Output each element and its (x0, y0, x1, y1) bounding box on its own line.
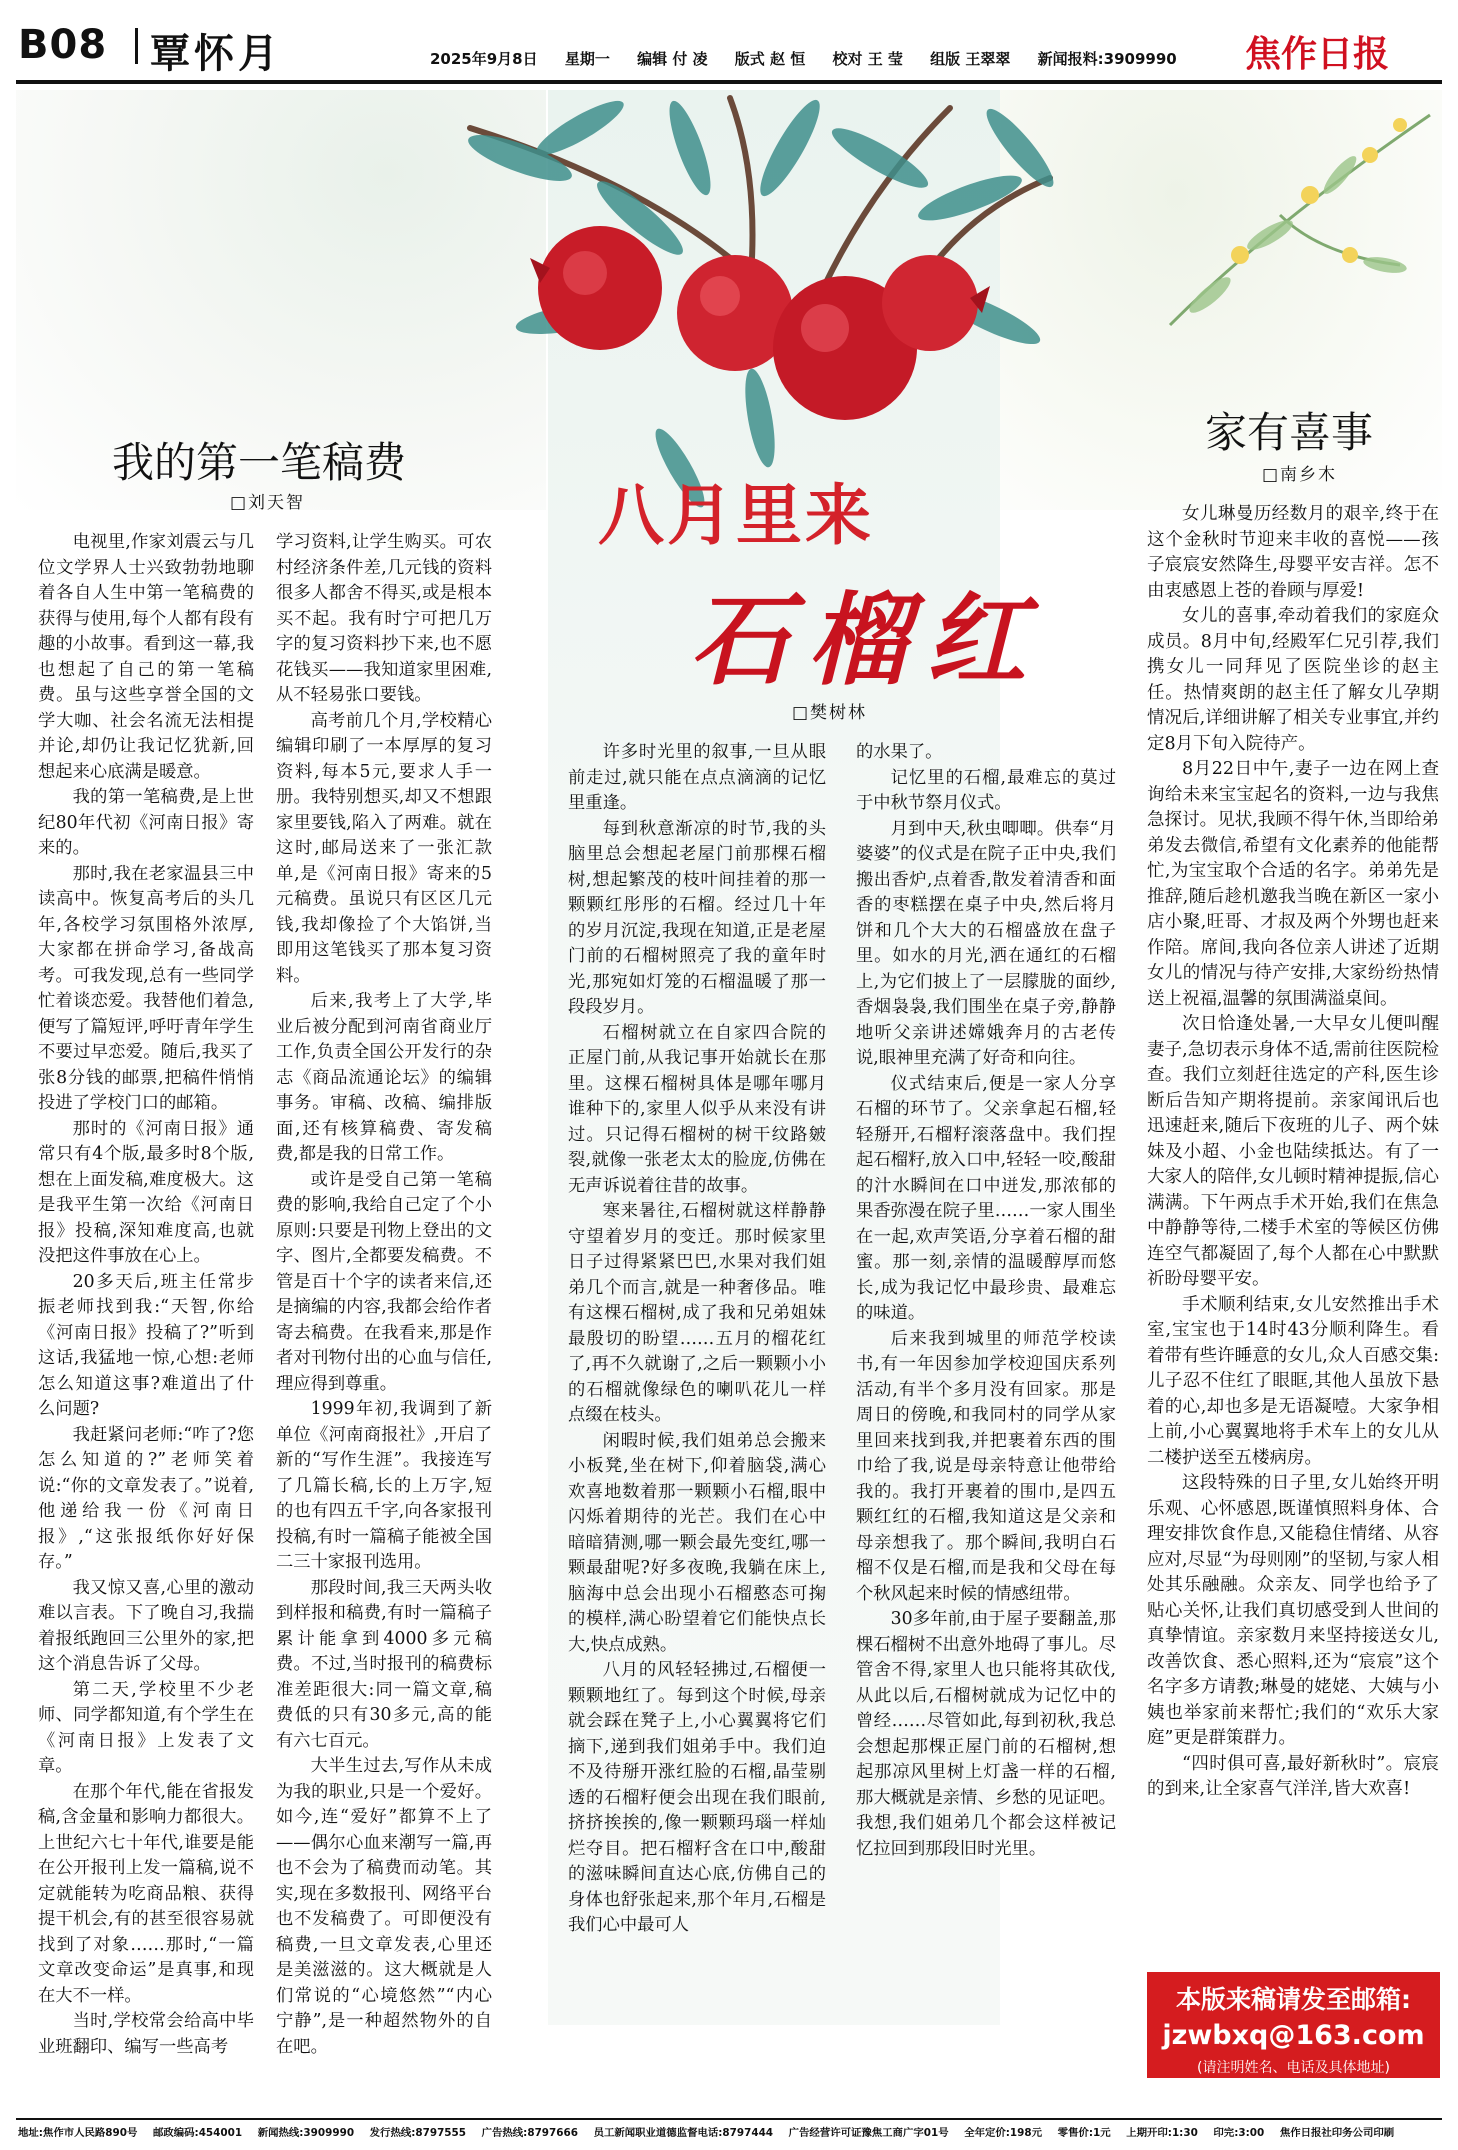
footer-dist-hotline: 发行热线:8797555 (369, 2127, 466, 2139)
footer-annual-price: 全年定价:198元 (964, 2127, 1043, 2139)
header-rule (16, 80, 1442, 84)
paragraph: 8月22日中午,妻子一边在网上查询给未来宝宝起名的资料,一边与我焦急探讨。见状,我顾不得午休,当即给弟弟发去微信,希望有文化素养的他能帮忙,为宝宝取个合适的名字。弟弟先是推辞,随后趁机邀我当晚在新区一家小店小聚,旺哥、才叔及两个外甥也赶来作陪。席间,我向各位亲人讲述了近期女儿的情况与待产安排,大家纷纷热情送上祝福,温馨的氛围满溢桌间。 (1147, 759, 1439, 1009)
article-left-col2 (276, 530, 492, 2060)
issue-date: 2025年9月8日 (430, 50, 538, 68)
footer-rule (16, 2118, 1442, 2120)
article-title-middle-line2: 石榴红 (690, 581, 1044, 699)
paragraph: 次日恰逢处暑,一大早女儿便叫醒妻子,急切表示身体不适,需前往医院检查。我们立刻赶往选定的产科,医生诊断后告知产期将提前。亲家闻讯后也迅速赶来,随后下夜班的儿子、两个妹妹及小超、小金也陆续抵达。有了一大家人的陪伴,女儿顿时精神提振,信心满满。下午两点手术开始,我们在焦急中静静等待,二楼手术室的等候区仿佛连空气都凝固了,每个人都在心中默默祈盼母婴平安。 (1147, 1014, 1439, 1289)
page-number: B08 (18, 22, 108, 68)
page-header (0, 0, 1458, 80)
footer-printer: 焦作日报社印务公司印刷 (1279, 2127, 1395, 2139)
article-left-col1 (38, 530, 254, 2060)
submission-box (1147, 1972, 1440, 2078)
paragraph: 我的第一笔稿费,是上世纪80年代初《河南日报》寄来的。 (38, 787, 254, 858)
article-right-col (1147, 502, 1439, 1803)
byline-right: □南乡木 (1262, 465, 1338, 485)
paragraph: 那段时间,我三天两头收到样报和稿费,有时一篇稿子累计能拿到4000多元稿费。不过,当时报刊的稿费标准差距很大:同一篇文章,稿费低的只有30多元,高的能有六七百元。 (276, 1577, 492, 1751)
byline-left: □刘天智 (230, 493, 306, 513)
section-title: 覃怀月 (150, 31, 282, 77)
submission-email[interactable]: jzwbxq@163.com (1162, 2020, 1425, 2051)
layout-credit: 版式 赵 恒 (734, 50, 806, 68)
paragraph: 当时,学校常会给高中毕业班翻印、编写一些高考 (38, 2011, 254, 2057)
news-hotline: 新闻报料:3909990 (1037, 50, 1177, 68)
paragraph: 大半生过去,写作从未成为我的职业,只是一个爱好。如今,连“爱好”都算不上了——偶尔心血来潮写一篇,再也不会为了稿费而动笔。其实,现在多数报刊、网络平台也不发稿费了。可即便没有稿费,一旦文章发表,心里还是美滋滋的。这大概就是人们常说的“心境悠然”“内心宁静”,是一种超然物外的自在吧。 (276, 1756, 492, 2057)
article-title-right: 家有喜事 (1205, 408, 1374, 457)
paragraph: 石榴树就立在自家四合院的正屋门前,从我记事开始就长在那里。这棵石榴树具体是哪年哪月谁种下的,家里人似乎从来没有讲过。只记得石榴树的树干纹路皴裂,就像一张老太太的脸庞,仿佛在无声诉说着往昔的故事。 (568, 1022, 826, 1196)
paragraph: 后来我到城里的师范学校读书,有一年因参加学校迎国庆系列活动,有半个多月没有回家。那是周日的傍晚,和我同村的同学从家里回来找到我,并把裹着东西的围巾给了我,说是母亲特意让他带给我的。我打开裹着的围巾,是四五颗红红的石榴,我知道这是父亲和母亲想我了。那个瞬间,我明白石榴不仅是石榴,而是我和父母在每个秋风起来时候的情感纽带。 (856, 1328, 1116, 1604)
flower-sprig-illustration (1150, 95, 1440, 335)
paragraph: 后来,我考上了大学,毕业后被分配到河南省商业厅工作,负责全国公开发行的杂志《商品流通论坛》的编辑事务。审稿、改稿、编排版面,还有核算稿费、寄发稿费,都是我的日常工作。 (276, 991, 492, 1164)
header-divider (135, 28, 138, 64)
pomegranate-illustration (430, 88, 1080, 508)
paragraph: 的水果了。 (856, 742, 943, 762)
paragraph: 女儿的喜事,牵动着我们的家庭众成员。8月中旬,经殿军仁兄引荐,我们携女儿一同拜见了医院坐诊的赵主任。热情爽朗的赵主任了解女儿孕期情况后,详细讲解了相关专业事宜,并约定8月下旬入院待产。 (1147, 606, 1439, 754)
editor-credit: 编辑 付 凌 (637, 50, 708, 68)
footer-address: 地址:焦作市人民路890号 (18, 2127, 138, 2139)
paragraph: 女儿琳曼历经数月的艰辛,终于在这个金秋时节迎来丰收的喜悦——孩子宸宸安然降生,母婴平安吉祥。怎不由衷感恩上苍的眷顾与厚爱! (1147, 504, 1439, 601)
paragraph: 那时的《河南日报》通常只有4个版,最多时8个版,想在上面发稿,难度极大。这是我平生第一次给《河南日报》投稿,深知难度高,也就没把这件事放在心上。 (38, 1118, 254, 1266)
paragraph: 月到中天,秋虫唧唧。供奉“月婆婆”的仪式是在院子正中央,我们搬出香炉,点着香,散发着清香和面香的枣糕摆在桌子中央,然后将月饼和几个大大的石榴盛放在盘子里。如水的月光,洒在通红的石榴上,为它们披上了一层朦胧的面纱,香烟袅袅,我们围坐在桌子旁,静静地听父亲讲述嫦娥奔月的古老传说,眼神里充满了好奇和向往。 (856, 818, 1116, 1068)
article-title-middle-line1: 八月里来 (598, 477, 874, 554)
paragraph: 30多年前,由于屋子要翻盖,那棵石榴树不出意外地碍了事儿。尽管舍不得,家里人也只能将其砍伐,从此以后,石榴树就成为记忆中的曾经……尽管如此,每到初秋,我总会想起那棵正屋门前的石榴树,想起那凉风里树上灯盏一样的石榴,那大概就是亲情、乡愁的见证吧。我想,我们姐弟几个都会这样被记忆拉回到那段旧时光里。 (856, 1609, 1116, 1859)
issue-meta (430, 48, 1199, 69)
paragraph: 记忆里的石榴,最难忘的莫过于中秋节祭月仪式。 (856, 767, 1116, 813)
paragraph: 在那个年代,能在省报发稿,含金量和影响力都很大。上世纪六七十年代,谁要是能在公开报刊上发一篇稿,说不定就能转为吃商品粮、获得提干机会,有的甚至很容易就找到了对象……那时,“一篇文章改变命运”是真事,和现在大不一样。 (38, 1781, 254, 2006)
newspaper-logo: 焦作日报 (1245, 34, 1390, 75)
submission-heading: 本版来稿请发至邮箱: (1176, 1985, 1411, 2014)
paragraph: 闲暇时候,我们姐弟总会搬来小板凳,坐在树下,仰着脑袋,满心欢喜地数着那一颗颗小石榴,眼中闪烁着期待的光芒。我们在心中暗暗猜测,哪一颗会最先变红,哪一颗最甜呢?好多夜晚,我躺在床上,脑海中总会出现小石榴憨态可掬的模样,满心盼望着它们能快点长大,快点成熟。 (568, 1430, 826, 1655)
footer-ad-license: 广告经营许可证豫焦工商广字01号 (788, 2127, 949, 2139)
footer-ad-hotline: 广告热线:8797666 (481, 2127, 578, 2139)
issue-weekday: 星期一 (564, 50, 610, 68)
footer-postcode: 邮政编码:454001 (152, 2127, 243, 2139)
page-footer (18, 2124, 1442, 2139)
article-middle-col2 (856, 740, 1116, 1862)
group-credit: 组版 王翠翠 (930, 50, 1011, 68)
footer-staff-phone: 员工新闻职业道德监督电话:8797444 (593, 2127, 774, 2139)
article-title-left: 我的第一笔稿费 (112, 438, 407, 487)
byline-middle: □樊树林 (792, 703, 868, 723)
paragraph: 我又惊又喜,心里的激动难以言表。下了晚自习,我揣着报纸跑回三公里外的家,把这个消息告诉了父母。 (38, 1577, 254, 1674)
paragraph: 高考前几个月,学校精心编辑印刷了一本厚厚的复习资料,每本5元,要求人手一册。我特别想买,却又不想跟家里要钱,陷入了两难。就在这时,邮局送来了一张汇款单,是《河南日报》寄来的5元稿费。虽说只有区区几元钱,我却像捡了个大馅饼,当即用这笔钱买了那本复习资料。 (276, 710, 492, 986)
paragraph: 或许是受自己第一笔稿费的影响,我给自己定了个小原则:只要是刊物上登出的文字、图片,全都要发稿费。不管是百十个字的读者来信,还是摘编的内容,我都会给作者寄去稿费。在我看来,那是作者对刊物付出的心血与信任,理应得到尊重。 (276, 1169, 492, 1394)
paragraph: 这段特殊的日子里,女儿始终开明乐观、心怀感恩,既谨慎照料身体、合理安排饮食作息,又能稳住情绪、从容应对,尽显“为母则刚”的坚韧,与家人相处其乐融融。众亲友、同学也给予了贴心关怀,让我们真切感受到人世间的真挚情谊。亲家数月来坚持接送女儿,改善饮食、悉心照料,还为“宸宸”这个名字多方请教;琳曼的姥姥、大姨与小姨也举家前来帮忙;我们的“欢乐大家庭”更是群策群力。 (1147, 1473, 1439, 1748)
paragraph: 我赶紧问老师:“咋了?您怎么知道的?”老师笑着说:“你的文章发表了。”说着,他递给我一份《河南日报》,“这张报纸你好好保存。” (38, 1424, 254, 1572)
submission-note: (请注明姓名、电话及具体地址) (1197, 2060, 1390, 2076)
proofread-credit: 校对 王 莹 (832, 50, 903, 68)
paragraph: “四时俱可喜,最好新秋时”。宸宸的到来,让全家喜气洋洋,皆大欢喜! (1147, 1753, 1439, 1799)
paragraph: 寒来暑往,石榴树就这样静静守望着岁月的变迁。那时候家里日子过得紧紧巴巴,水果对我们姐弟几个而言,就是一种奢侈品。唯有这棵石榴树,成了我和兄弟姐妹最殷切的盼望……五月的榴花红了,再不久就谢了,之后一颗颗小小的石榴就像绿色的喇叭花儿一样点缀在枝头。 (568, 1201, 826, 1425)
footer-news-hotline: 新闻热线:3909990 (257, 2127, 355, 2139)
paragraph: 手术顺利结束,女儿安然推出手术室,宝宝也于14时43分顺利降生。看着带有些许睡意的女儿,众人百感交集:儿子忍不住红了眼眶,其他人虽放下悬着的心,却也多是无语凝噎。大家争相上前,小心翼翼地将手术车上的女儿从二楼护送至五楼病房。 (1147, 1294, 1439, 1468)
paragraph: 每到秋意渐凉的时节,我的头脑里总会想起老屋门前那棵石榴树,想起繁茂的枝叶间挂着的那一颗颗红彤彤的石榴。经过几十年的岁月沉淀,我现在知道,正是老屋门前的石榴树照亮了我的童年时光,那宛如灯笼的石榴温暖了那一段段岁月。 (568, 818, 826, 1017)
footer-print-end: 印完:3:00 (1213, 2127, 1265, 2139)
paragraph: 那时,我在老家温县三中读高中。恢复高考后的头几年,各校学习氛围格外浓厚,大家都在拼命学习,备战高考。可我发现,总有一些同学忙着谈恋爱。我替他们着急,便写了篇短评,呼吁青年学生不要过早恋爱。随后,我买了张8分钱的邮票,把稿件悄悄投进了学校门口的邮箱。 (38, 863, 254, 1113)
footer-print-start: 上期开印:1:30 (1126, 2127, 1198, 2139)
paragraph: 许多时光里的叙事,一旦从眼前走过,就只能在点点滴滴的记忆里重逢。 (568, 742, 826, 813)
footer-retail-price: 零售价:1元 (1057, 2127, 1111, 2139)
paragraph: 八月的风轻轻拂过,石榴便一颗颗地红了。每到这个时候,母亲就会踩在凳子上,小心翼翼将它们摘下,递到我们姐弟手中。我们迫不及待掰开涨红脸的石榴,晶莹剔透的石榴籽便会出现在我们眼前,挤挤挨挨的,像一颗颗玛瑙一样灿烂夺目。把石榴籽含在口中,酸甜的滋味瞬间直达心底,仿佛自己的身体也舒张起来,那个年月,石榴是我们心中最可人 (568, 1660, 826, 1935)
paragraph: 1999年初,我调到了新单位《河南商报社》,开启了新的“写作生涯”。我接连写了几篇长稿,长的上万字,短的也有四五千字,向各家报刊投稿,有时一篇稿子能被全国二三十家报刊选用。 (276, 1399, 492, 1572)
paragraph: 仪式结束后,便是一家人分享石榴的环节了。父亲拿起石榴,轻轻掰开,石榴籽滚落盘中。我们捏起石榴籽,放入口中,轻轻一咬,酸甜的汁水瞬间在口中迸发,那浓郁的果香弥漫在院子里……一家人围坐在一起,欢声笑语,分享着石榴的甜蜜。那一刻,亲情的温暖醇厚而悠长,成为我记忆中最珍贵、最难忘的味道。 (856, 1073, 1116, 1323)
paragraph: 学习资料,让学生购买。可农村经济条件差,几元钱的资料很多人都舍不得买,或是根本买不起。我有时宁可把几万字的复习资料抄下来,也不愿花钱买——我知道家里困难,从不轻易张口要钱。 (276, 532, 492, 705)
paragraph: 第二天,学校里不少老师、同学都知道,有个学生在《河南日报》上发表了文章。 (38, 1679, 254, 1776)
paragraph: 电视里,作家刘震云与几位文学界人士兴致勃勃地聊着各自人生中第一笔稿费的获得与使用,每个人都有段有趣的小故事。看到这一幕,我也想起了自己的第一笔稿费。虽与这些享誉全国的文学大咖、社会名流无法相提并论,却仍让我记忆犹新,回想起来心底满是暖意。 (38, 532, 254, 782)
article-middle-col1 (568, 740, 826, 1939)
paragraph: 20多天后,班主任常步振老师找到我:“天智,你给《河南日报》投稿了?”听到这话,我猛地一惊,心想:老师怎么知道这事?难道出了什么问题? (38, 1271, 254, 1419)
